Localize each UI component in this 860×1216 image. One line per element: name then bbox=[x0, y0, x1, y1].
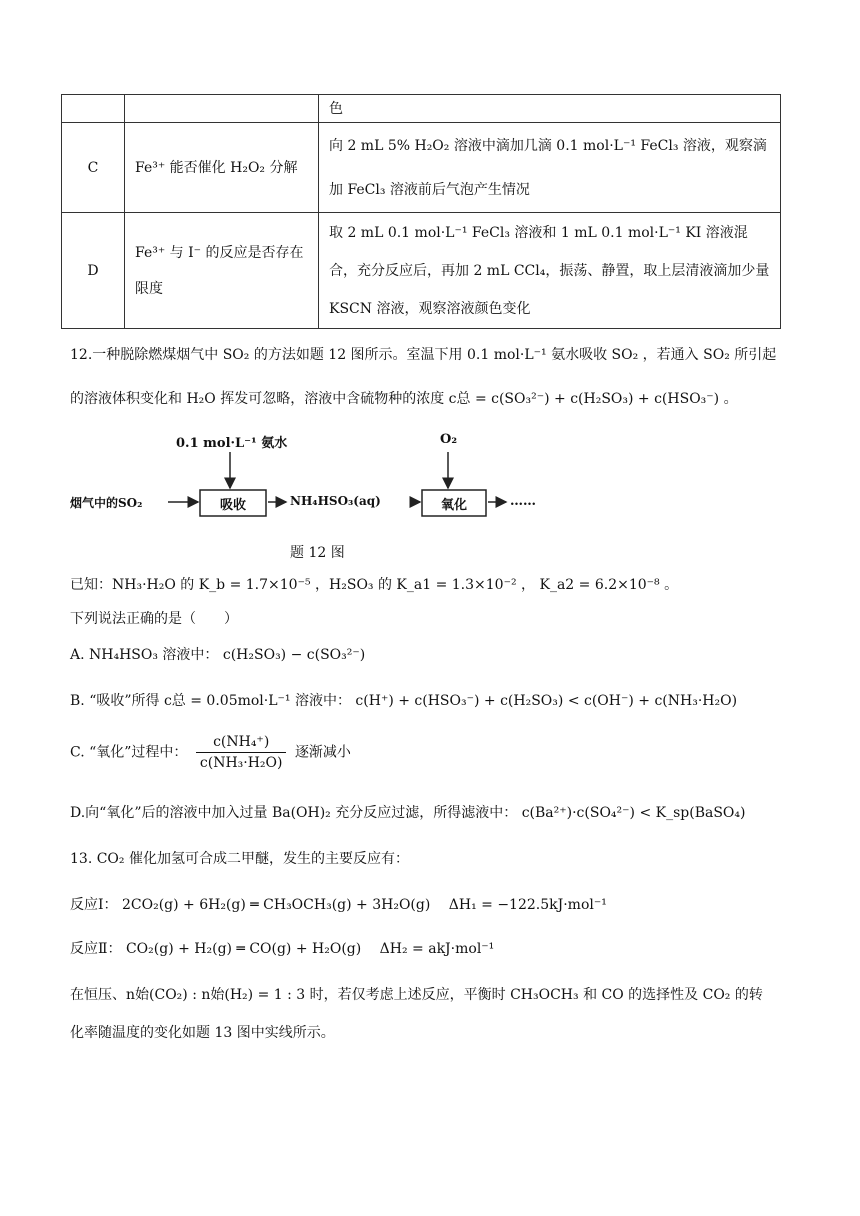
row-question: Fe³⁺ 与 I⁻ 的反应是否存在限度 bbox=[125, 213, 319, 329]
flow-o2-label: O₂ bbox=[440, 432, 458, 447]
q13-line5: 化率随温度的变化如题 13 图中实线所示。 bbox=[70, 1025, 335, 1041]
flow-step-absorb: 吸收 bbox=[219, 498, 246, 513]
table-row bbox=[62, 213, 781, 329]
q12-prompt: 下列说法正确的是（ ） bbox=[70, 611, 238, 627]
q12-option-a: A. NH₄HSO₃ 溶液中： c(H₂SO₃) − c(SO₃²⁻) bbox=[70, 647, 366, 663]
option-c-fraction bbox=[196, 732, 287, 773]
table-row bbox=[62, 123, 781, 213]
q12-line2: 的溶液体积变化和 H₂O 挥发可忽略，溶液中含硫物种的浓度 c总 = c(SO₃²⁻) + c(H₂SO₃) + c(HSO₃⁻) 。 bbox=[70, 391, 738, 407]
q12-option-d: D.向“氧化”后的溶液中加入过量 Ba(OH)₂ 充分反应过滤，所得滤液中： c(Ba²⁺)·c(SO₄²⁻) < K_sp(BaSO₄) bbox=[70, 805, 746, 821]
q12-line1: 12.一种脱除燃煤烟气中 SO₂ 的方法如题 12 图所示。室温下用 0.1 mol·L⁻¹ 氨水吸收 SO₂ ，若通入 SO₂ 所引起 bbox=[70, 347, 777, 363]
q12-known: 已知：NH₃·H₂O 的 K_b = 1.7×10⁻⁵ ，H₂SO₃ 的 K_a1 = 1.3×10⁻² ， K_a2 = 6.2×10⁻⁸ 。 bbox=[70, 577, 679, 593]
fraction-numerator: c(NH₄⁺) bbox=[196, 732, 287, 753]
table-cell bbox=[125, 95, 319, 123]
row-label: D bbox=[62, 213, 125, 329]
q12-flow-diagram bbox=[70, 430, 555, 525]
flow-mid-label: NH₄HSO₃(aq) bbox=[290, 494, 381, 508]
table-cell bbox=[62, 95, 125, 123]
table-row bbox=[62, 95, 781, 123]
q13-line1: 13. CO₂ 催化加氢可合成二甲醚，发生的主要反应有： bbox=[70, 851, 409, 867]
row-procedure: 向 2 mL 5% H₂O₂ 溶液中滴加几滴 0.1 mol·L⁻¹ FeCl₃ 溶液，观察滴加 FeCl₃ 溶液前后气泡产生情况 bbox=[319, 123, 781, 213]
q13-reaction1: 反应Ⅰ： 2CO₂(g) + 6H₂(g) ═ CH₃OCH₃(g) + 3H₂O(g) ΔH₁ = −122.5kJ·mol⁻¹ bbox=[70, 897, 607, 913]
flow-end-label: …… bbox=[510, 494, 536, 509]
table-cell: 色 bbox=[319, 95, 781, 123]
flow-start-label: 烟气中的SO₂ bbox=[70, 496, 143, 510]
option-c-suffix: 逐渐减小 bbox=[294, 744, 351, 761]
row-question: Fe³⁺ 能否催化 H₂O₂ 分解 bbox=[125, 123, 319, 213]
q12-option-b: B. “吸收”所得 c总 = 0.05mol·L⁻¹ 溶液中： c(H⁺) + c(HSO₃⁻) + c(H₂SO₃) < c(OH⁻) + c(NH₃·H₂O) bbox=[70, 693, 738, 709]
figure-caption: 题 12 图 bbox=[290, 545, 345, 561]
row-procedure: 取 2 mL 0.1 mol·L⁻¹ FeCl₃ 溶液和 1 mL 0.1 mol·L⁻¹ KI 溶液混合，充分反应后，再加 2 mL CCl₄，振荡、静置，取上层清液滴加少量 KSCN 溶液，观察溶液颜色变化 bbox=[319, 213, 781, 329]
fraction-denominator: c(NH₃·H₂O) bbox=[199, 755, 283, 771]
q12-option-c bbox=[70, 732, 351, 773]
option-c-prefix: C. “氧化”过程中： bbox=[70, 744, 188, 761]
flow-step-oxidize: 氧化 bbox=[440, 498, 467, 513]
q13-line4: 在恒压、n始(CO₂) : n始(H₂) = 1 : 3 时，若仅考虑上述反应，平衡时 CH₃OCH₃ 和 CO 的选择性及 CO₂ 的转 bbox=[70, 987, 763, 1003]
row-label: C bbox=[62, 123, 125, 213]
experiment-table bbox=[61, 94, 781, 329]
q13-reaction2: 反应Ⅱ： CO₂(g) + H₂(g) ═ CO(g) + H₂O(g) ΔH₂ = akJ·mol⁻¹ bbox=[70, 941, 495, 957]
flow-reagent-label: 0.1 mol·L⁻¹ 氨水 bbox=[176, 436, 288, 451]
